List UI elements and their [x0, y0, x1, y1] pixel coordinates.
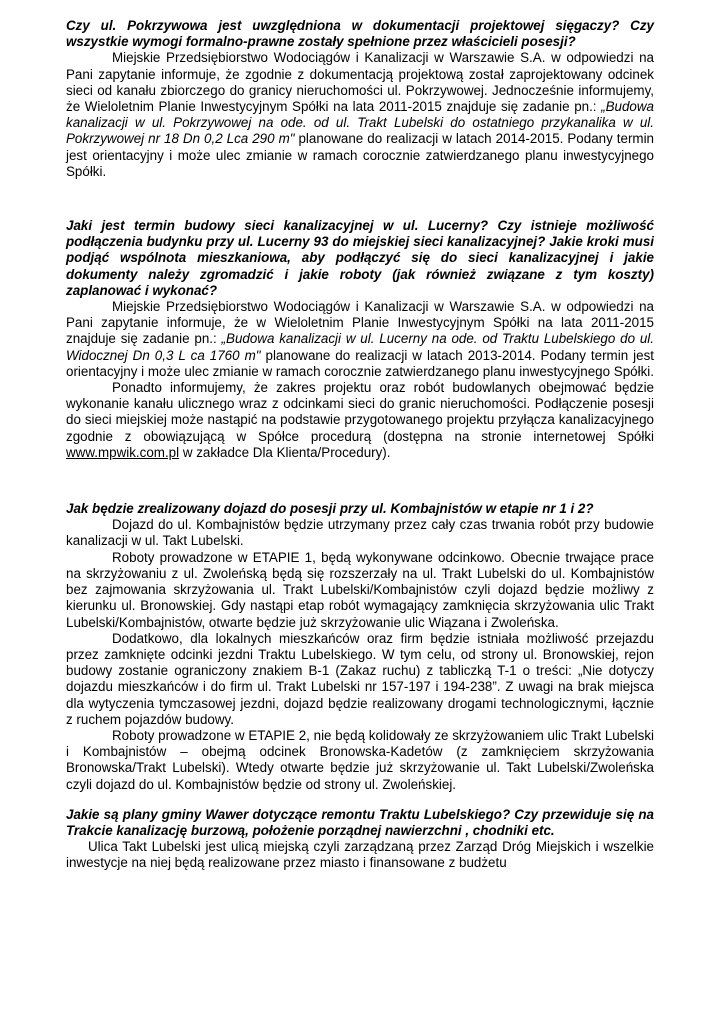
qa-section-pokrzywowa — [66, 18, 654, 180]
answer-paragraph: Dojazd do ul. Kombajnistów będzie utrzymany przez cały czas trwania robót przy budowie kanalizacji w ul. Takt Lubelski. — [66, 517, 654, 549]
answer-text: planowane do realizacji w latach 2013-2014. Podany termin jest orientacyjny i może ulec zmianie w ramach corocznie zatwierdzanego planu inwestycyjnego Spółki. — [66, 347, 654, 379]
answer-paragraph: Ulica Takt Lubelski jest ulicą miejską czyli zarządzaną przez Zarząd Dróg Miejskich i wszelkie inwestycje na niej będą realizowane przez miasto i finansowane z budżetu — [66, 839, 654, 871]
answer-paragraph — [66, 299, 654, 380]
answer-text: w zakładce Dla Klienta/Procedury). — [179, 444, 391, 460]
mpwik-website-link[interactable]: www.mpwik.com.pl — [66, 444, 180, 460]
qa-section-lucerny — [66, 218, 654, 461]
document-page — [66, 18, 654, 872]
qa-section-trakt-lubelski — [66, 807, 654, 872]
answer-text: Miejskie Przedsiębiorstwo Wodociągów i Kanalizacji w Warszawie S.A. w odpowiedzi na Pani zapytanie informuje, że w Wieloletnim Planie Inwestycyjnym Spółki na lata 2011-2015 znajduje się zadanie pn.: — [66, 299, 654, 347]
answer-paragraph — [66, 380, 654, 461]
answer-paragraph: Roboty prowadzone w ETAPIE 2, nie będą kolidowały ze skrzyżowaniem ulic Trakt Lubelski i Kombajnistów – obejmą odcinek Bronowska-Kadetów (z zamknięciem skrzyżowania Bronowska/Trakt Lubelski). Wtedy otwarte będzie już skrzyżowanie ul. Takt Lubelski/Zwoleńska czyli dojazd do ul. Kombajnistów będzie od strony ul. Zwoleńskiej. — [66, 727, 654, 792]
qa-section-kombajnistow — [66, 501, 654, 793]
section-spacer — [66, 180, 654, 218]
section-spacer — [66, 793, 654, 807]
question-heading: Czy ul. Pokrzywowa jest uwzględniona w dokumentacji projektowej sięgaczy? Czy wszystkie wymogi formalno-prawne zostały spełnione przez właścicieli posesji? — [66, 18, 654, 50]
task-name: „Budowa kanalizacji w ul. Lucerny na ode. od Traktu Lubelskiego do ul. Widocznej Dn 0,3 L ca 1760 m" — [66, 331, 654, 363]
answer-text: Ponadto informujemy, że zakres projektu oraz robót budowlanych obejmować będzie wykonanie kanału ulicznego wraz z odcinkami sieci do granic nieruchomości. Podłączenie posesji do sieci miejskiej może nastąpić na podstawie przygotowanego projektu przyłącza kanalizacyjnego zgodnie z obowiązującą w Spółce procedurą (dostępna na stronie internetowej Spółki — [66, 380, 654, 444]
answer-text: planowane do realizacji w latach 2014-2015. Podany termin jest orientacyjny i może ulec zmianie w ramach corocznie zatwierdzanego planu inwestycyjnego Spółki. — [66, 131, 654, 179]
section-spacer — [66, 461, 654, 501]
question-heading: Jak będzie zrealizowany dojazd do posesji przy ul. Kombajnistów w etapie nr 1 i 2? — [66, 501, 594, 517]
answer-paragraph — [66, 50, 654, 180]
question-heading: Jaki jest termin budowy sieci kanalizacyjnej w ul. Lucerny? Czy istnieje możliwość podłączenia budynku przy ul. Lucerny 93 do miejskiej sieci kanalizacyjnej? Jakie kroki musi podjąć wspólnota mieszkaniowa, aby podłączyć się do sieci kanalizacyjnej i jakie dokumenty należy zgromadzić i jakie roboty (jak również związane z tym koszty) zaplanować i wykonać? — [66, 218, 654, 298]
question-heading: Jakie są plany gminy Wawer dotyczące remontu Traktu Lubelskiego? Czy przewiduje się na Trakcie kanalizację burzową, położenie porządnej nawierzchni , chodniki etc. — [66, 806, 654, 838]
task-name: „Budowa kanalizacji w ul. Pokrzywowej na ode. od ul. Trakt Lubelski do ostatniego przykanalika w ul. Pokrzywowej nr 18 Dn 0,2 Lca 290 m" — [66, 99, 654, 147]
answer-text: Miejskie Przedsiębiorstwo Wodociągów i Kanalizacji w Warszawie S.A. w odpowiedzi na Pani zapytanie informuje, że zgodnie z dokumentacją projektową został zaprojektowany odcinek sieci od kanału zbiorczego do granicy nieruchomości ul. Pokrzywowej. Jednocześnie informujemy, że Wieloletnim Planie Inwestycyjnym Spółki na lata 2011-2015 znajduje się zadanie pn.: — [66, 50, 654, 115]
answer-paragraph: Roboty prowadzone w ETAPIE 1, będą wykonywane odcinkowo. Obecnie trwające prace na skrzyżowaniu z ul. Zwoleńską będą się rozszerzały na ul. Trakt Lubelski do ul. Kombajnistów bez zajmowania skrzyżowania ul. Trakt Lubelski/Kombajnistów czyli dojazd będzie możliwy z kierunku ul. Bronowskiej. Gdy nastąpi etap robót wymagający zamknięcia skrzyżowania ulic Trakt Lubelski/Kombajnistów, otwarte będzie już skrzyżowanie ulic Wiązana i Zwoleńska. — [66, 549, 654, 630]
answer-paragraph: Dodatkowo, dla lokalnych mieszkańców oraz firm będzie istniała możliwość przejazdu przez zamknięte odcinki jezdni Traktu Lubelskiego. W tym celu, od strony ul. Bronowskiej, rejon budowy zostanie ograniczony znakiem B-1 (Zakaz ruchu) z tabliczką T-1 o treści: „Nie dotyczy dojazdu mieszkańców i do firm ul. Trakt Lubelski nr 157-197 i 194-238”. Z uwagi na brak miejsca dla wytyczenia tymczasowej jezdni, dojazd będzie realizowany drogami technologicznymi, łącznie z ruchem pojazdów budowy. — [66, 630, 654, 727]
